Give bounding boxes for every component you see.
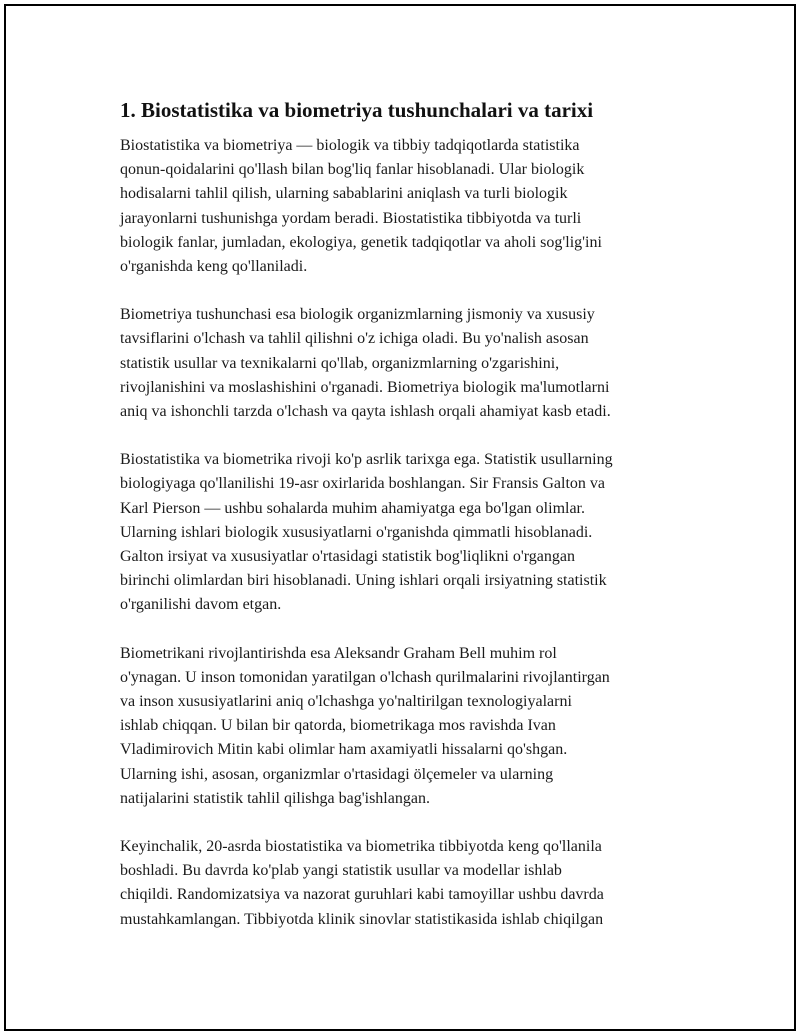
paragraph-1: [120, 134, 695, 279]
paragraph-line: Keyinchalik, 20-asrda biostatistika va biometrika tibbiyotda keng qo'llanila: [120, 838, 602, 856]
paragraph-line: va inson xususiyatlarini aniq o'lchashga yo'naltirilgan texnologiyalarni: [120, 693, 572, 711]
paragraph-line: Galton irsiyat va xususiyatlar o'rtasidagi statistik bog'liqlikni o'rgangan: [120, 548, 575, 566]
paragraph-line: tavsiflarini o'lchash va tahlil qilishni o'z ichiga oladi. Bu yo'nalish asosan: [120, 330, 589, 348]
paragraph-3: [120, 448, 695, 617]
paragraph-line: aniq va ishonchli tarzda o'lchash va qayta ishlash orqali ahamiyat kasb etadi.: [120, 403, 611, 421]
paragraph-line: Biometriya tushunchasi esa biologik organizmlarning jismoniy va xususiy: [120, 306, 595, 324]
paragraph-line: Ularning ishi, asosan, organizmlar o'rtasidagi ölçemeler va ularning: [120, 765, 554, 783]
paragraph-line: chiqildi. Randomizatsiya va nazorat guruhlari kabi tamoyillar ushbu davrda: [120, 886, 604, 904]
paragraph-line: o'rganishda keng qo'llaniladi.: [120, 258, 308, 276]
paragraph-2: [120, 303, 695, 424]
paragraph-line: boshladi. Bu davrda ko'plab yangi statistik usullar va modellar ishlab: [120, 862, 562, 880]
paragraph-line: Vladimirovich Mitin kabi olimlar ham axamiyatli hissalarni qo'shgan.: [120, 741, 568, 759]
paragraph-line: ishlab chiqqan. U bilan bir qatorda, biometrikaga mos ravishda Ivan: [120, 717, 556, 735]
paragraph-line: jarayonlarni tushunishga yordam beradi. Biostatistika tibbiyotda va turli: [120, 209, 582, 227]
paragraph-line: statistik usullar va texnikalarni qo'llab, organizmlarning o'zgarishini,: [120, 354, 560, 372]
paragraph-line: biologiyaga qo'llanilishi 19-asr oxirlarida boshlangan. Sir Fransis Galton va: [120, 475, 606, 493]
paragraph-line: Karl Pierson — ushbu sohalarda muhim ahamiyatga ega bo'lgan olimlar.: [120, 499, 585, 517]
paragraph-line: Biostatistika va biometriya — biologik va tibbiy tadqiqotlarda statistika: [120, 137, 580, 154]
paragraph-line: mustahkamlangan. Tibbiyotda klinik sinovlar statistikasida ishlab chiqilgan: [120, 910, 604, 928]
paragraph-line: hodisalarni tahlil qilish, ularning sabablarini aniqlash va turli biologik: [120, 185, 568, 203]
paragraph-line: birinchi olimlardan biri hisoblanadi. Uning ishlari orqali irsiyatning statistik: [120, 572, 607, 590]
paragraph-4: [120, 642, 695, 811]
paragraph-line: Ularning ishlari biologik xususiyatlarni o'rganishda qimmatli hisoblanadi.: [120, 523, 593, 541]
paragraph-line: Biometrikani rivojlantirishda esa Aleksandr Graham Bell muhim rol: [120, 644, 557, 662]
paragraph-line: natijalarini statistik tahlil qilishga bag'ishlangan.: [120, 789, 430, 807]
paragraph-line: Biostatistika va biometrika rivoji ko'p asrlik tarixga ega. Statistik usullarning: [120, 451, 613, 469]
page-frame: [4, 4, 796, 1031]
paragraph-line: o'rganilishi davom etgan.: [120, 596, 282, 614]
paragraph-5: [120, 835, 695, 932]
document-body: [120, 98, 695, 956]
paragraph-line: o'ynagan. U inson tomonidan yaratilgan o'lchash qurilmalarini rivojlantirgan: [120, 668, 610, 686]
paragraph-line: qonun-qoidalarini qo'llash bilan bog'liq fanlar hisoblanadi. Ular biologik: [120, 161, 585, 179]
paragraph-line: biologik fanlar, jumladan, ekologiya, genetik tadqiqotlar va aholi sog'lig'ini: [120, 233, 602, 251]
section-heading: 1. Biostatistika va biometriya tushunchalari va tarixi: [120, 98, 594, 122]
paragraph-line: rivojlanishini va moslashishini o'rganadi. Biometriya biologik ma'lumotlarni: [120, 378, 610, 396]
